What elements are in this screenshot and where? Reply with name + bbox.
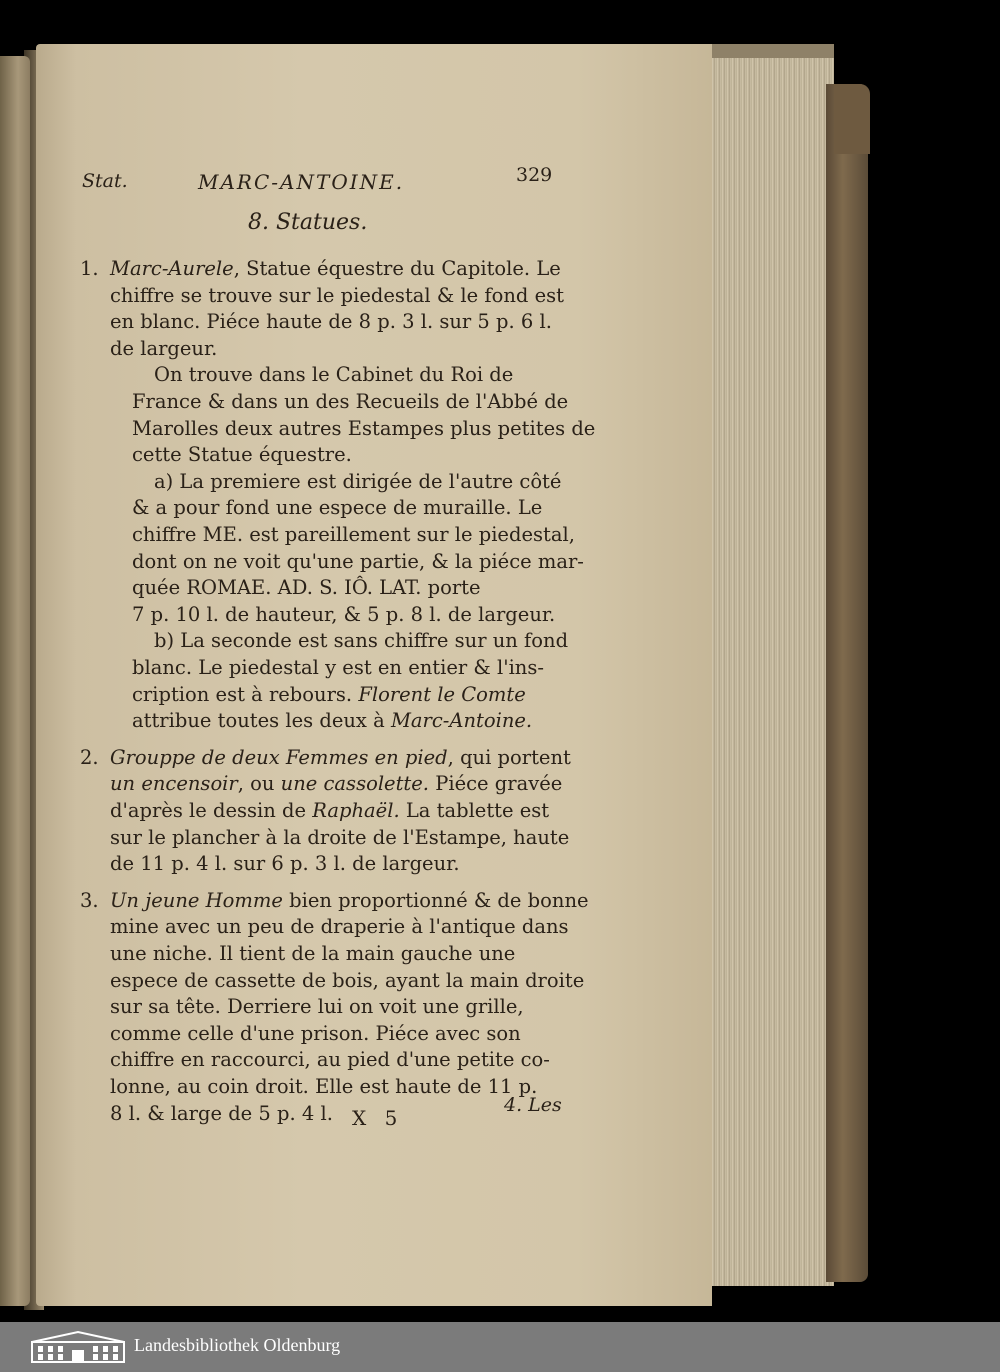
text-segment: sur le plancher à la droite de l'Estampe, haute — [110, 825, 570, 849]
text-line — [110, 336, 217, 363]
text-line — [110, 851, 460, 878]
text-line — [132, 655, 544, 682]
text-line — [132, 522, 575, 549]
italic-text: une cassolette. — [280, 772, 430, 796]
text-line — [110, 309, 552, 336]
text-segment: d'après le dessin de — [110, 799, 313, 822]
italic-text: Marc-Aurele — [110, 257, 234, 280]
text-segment: On trouve dans le Cabinet du Roi de — [154, 363, 514, 387]
text-segment: cette Statue équestre. — [132, 443, 352, 467]
text-line — [110, 1021, 521, 1048]
book-cover — [826, 84, 868, 1282]
signature-mark: X 5 — [352, 1106, 404, 1130]
text-segment: sur sa tête. Derriere lui on voit une grille, — [110, 995, 524, 1019]
italic-text: Raphaël. — [312, 799, 400, 822]
text-segment: quée ROMAE. AD. S. IÔ. LAT. porte — [132, 576, 481, 600]
catchword: 4. Les — [504, 1094, 562, 1116]
text-segment: , qui portent — [447, 745, 571, 769]
italic-text: Florent le Comte — [358, 682, 526, 706]
item-number: 1. — [80, 257, 99, 280]
text-segment: France & dans un des Recueils de l'Abbé de — [132, 390, 569, 413]
text-segment: , ou — [237, 772, 281, 796]
text-line — [132, 682, 526, 709]
text-segment: Piéce gravée — [429, 772, 563, 796]
text-segment: chiffre ME. est pareillement sur le piedestal, — [132, 523, 575, 546]
text-line — [132, 708, 532, 735]
page-number: 329 — [516, 164, 553, 186]
text-line — [110, 968, 584, 995]
text-line — [154, 628, 568, 655]
book-cover-corner — [834, 84, 870, 154]
text-line — [110, 914, 569, 941]
text-line — [110, 888, 589, 915]
item-number: 3. — [80, 888, 99, 912]
text-segment: de 11 p. 4 l. sur 6 p. 3 l. de largeur. — [110, 852, 460, 876]
item-number: 2. — [80, 745, 99, 769]
italic-text: Grouppe de deux Femmes en pied — [110, 745, 448, 769]
text-segment: a) La premiere est dirigée de l'autre côté — [154, 469, 562, 493]
left-page-edge — [0, 56, 30, 1306]
italic-text: un encensoir — [110, 772, 238, 796]
text-line — [110, 1074, 537, 1101]
text-segment: lonne, au coin droit. Elle est haute de 11 p. — [110, 1075, 538, 1098]
text-segment: comme celle d'une prison. Piéce avec son — [110, 1021, 521, 1045]
text-segment: une niche. Il tient de la main gauche une — [110, 942, 516, 965]
text-segment: bien proportionné & de bonne — [282, 888, 589, 912]
section-title: 8. Statues. — [248, 210, 368, 235]
text-line — [132, 575, 481, 602]
text-segment: blanc. Le piedestal y est en entier & l'ins- — [132, 656, 544, 679]
text-segment: dont on ne voit qu'une partie, & la piéce mar- — [132, 549, 584, 573]
caption-label: Landesbibliothek Oldenburg — [134, 1335, 341, 1355]
text-segment: mine avec un peu de draperie à l'antique dans — [110, 915, 569, 939]
text-segment: chiffre en raccourci, au pied d'une petite co- — [110, 1048, 550, 1072]
text-segment: , Statue équestre du Capitole. Le — [233, 257, 561, 280]
text-line — [110, 745, 571, 772]
text-line — [132, 389, 568, 416]
text-segment: & a pour fond une espece de muraille. Le — [132, 496, 543, 520]
text-line — [110, 1101, 333, 1128]
page-block-edges — [706, 44, 834, 1286]
text-line — [154, 362, 513, 389]
text-segment: cription est à rebours. — [132, 682, 359, 706]
text-segment: 7 p. 10 l. de hauteur, & 5 p. 8 l. de largeur. — [132, 602, 556, 626]
text-segment: b) La seconde est sans chiffre sur un fond — [154, 629, 569, 653]
text-segment: La tablette est — [399, 799, 550, 822]
text-line — [132, 495, 542, 522]
text-line — [132, 416, 595, 443]
text-segment: 8 l. & large de 5 p. 4 l. — [110, 1101, 333, 1125]
header-left: Stat. — [82, 170, 128, 192]
text-segment: Marolles deux autres Estampes plus petites de — [132, 416, 596, 440]
text-line — [110, 825, 569, 852]
italic-text: Un jeune Homme — [110, 888, 283, 912]
text-segment: attribue toutes les deux à — [132, 709, 391, 733]
text-segment: chiffre se trouve sur le piedestal & le fond est — [110, 283, 564, 307]
text-line — [110, 941, 515, 968]
text-line — [110, 771, 562, 798]
text-line — [110, 994, 524, 1021]
page-block-top — [706, 44, 834, 58]
text-line — [110, 1047, 550, 1074]
italic-text: Marc-Antoine. — [390, 709, 533, 733]
text-line — [132, 549, 584, 576]
running-title: MARC-ANTOINE. — [198, 170, 405, 194]
library-building-icon — [30, 1330, 126, 1364]
text-line — [132, 442, 352, 469]
text-segment: espece de cassette de bois, ayant la main droite — [110, 968, 585, 992]
text-line — [110, 798, 549, 825]
text-segment: en blanc. Piéce haute de 8 p. 3 l. sur 5 p. 6 l. — [110, 310, 552, 334]
text-line — [154, 469, 561, 496]
text-line — [110, 256, 561, 283]
text-segment: de largeur. — [110, 336, 218, 360]
text-line — [132, 602, 555, 629]
text-line — [110, 283, 564, 310]
